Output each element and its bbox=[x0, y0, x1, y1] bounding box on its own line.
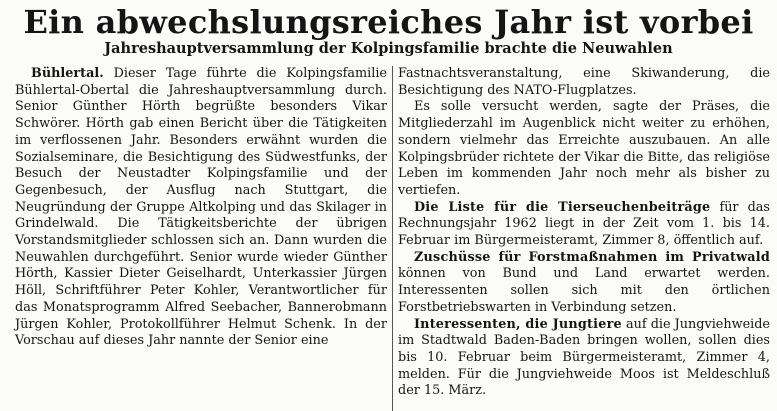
notice-lead: Zuschüsse für Forstmaßnahmen im Privatwald bbox=[414, 249, 770, 265]
dateline: Bühlertal. bbox=[31, 66, 104, 81]
notice-text: für das Rechnungsjahr 1962 liegt in der Zeit vom 1. bis 14. Februar im Bürgermeisteramt, Zimmer 8, öffentlich auf. bbox=[398, 199, 770, 249]
subheadline: Jahreshauptversammlung der Kolpingsfamilie brachte die Neuwahlen bbox=[104, 40, 673, 57]
article-text: Dieser Tage führte die Kolpingsfamilie Bühlertal-Obertal die Jahreshauptversammlung durch. Senior Günther Hörth begrüßte besonders Vikar Schwörer. Hörth gab einen Bericht über die Tätigkeiten im verflossenen Jahr. Besonders erwähnt wurden die Sozialseminare, die Besichtigung des Südwestfunks, der Besuch der Neustadter Kolpingsfamilie und der Gegenbesuch, der Ausflug nach Stuttgart, die Neugründung der Gruppe Altkolping und das Skilager in Grindelwald. Die Tätigkeitsberichte der übrigen Vorstandsmitglieder schlossen sich an. Dann wurden die Neuwahlen durchgeführt. Senior wurde wieder Günther Hörth, Kassier Dieter Geiselhardt, Unterkassier Jürgen Höll, Schriftführer Peter Kohler, Verantwortlicher für das Monatsprogramm Alfred Seebacher, Bannerobmann Jürgen Kohler, Protokollführer Helmut Schenk. In der Vorschau auf dieses Jahr nannte der Senior eine bbox=[15, 66, 387, 349]
column-divider bbox=[392, 66, 393, 411]
article-paragraph bbox=[15, 66, 387, 350]
notice-jungtiere bbox=[398, 317, 770, 401]
notice-lead: Interessenten, die Jungtiere bbox=[414, 316, 622, 332]
notice-lead: Die Liste für die Tierseuchenbeiträge bbox=[414, 199, 711, 215]
article-column-right bbox=[398, 66, 770, 400]
notice-text: können von Bund und Land erwartet werden. Interessenten sollen sich mit den örtlichen Forstbetriebswarten in Verbindung setzen. bbox=[398, 266, 770, 315]
notice-text: auf die Jungviehweide im Stadtwald Baden-Baden bringen wollen, sollen dies bis 10. Februar beim Bürgermeisteramt, Zimmer 4, melden. Für die Jungviehweide Moos ist Meldeschluß der 15. März. bbox=[398, 316, 770, 399]
notice-tierseuchen bbox=[398, 200, 770, 250]
article-paragraph-continued: Fastnachtsveranstaltung, eine Skiwanderung, die Besichtigung des NATO-Flugplatzes. bbox=[398, 66, 770, 98]
article-column-left bbox=[15, 66, 387, 350]
notice-forstmassnahmen bbox=[398, 250, 770, 317]
headline: Ein abwechslungsreiches Jahr ist vorbei bbox=[23, 3, 754, 41]
article-paragraph-praeses: Es solle versucht werden, sagte der Präses, die Mitgliederzahl im Augenblick nicht weiter zu erhöhen, sondern vielmehr das Erreichte auszubauen. An alle Kolpingsbrüder richtete der Vikar die Bitte, das religiöse Leben im kommenden Jahr noch mehr als bisher zu vertiefen. bbox=[398, 99, 770, 198]
